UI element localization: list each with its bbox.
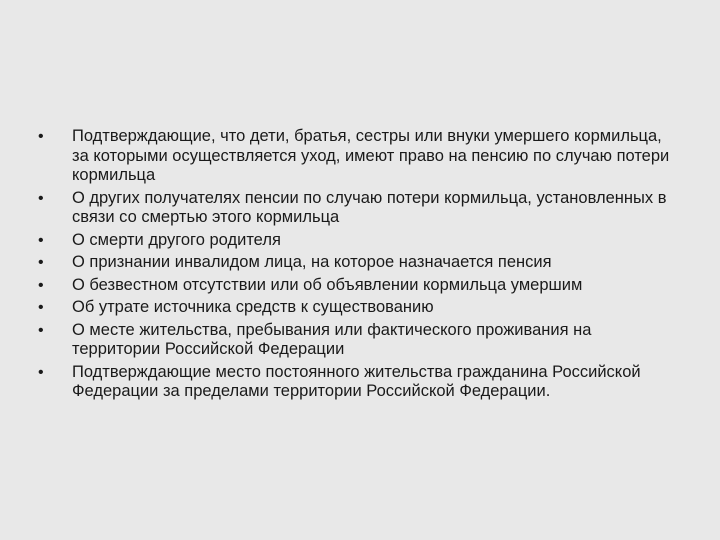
list-item	[38, 276, 678, 296]
list-item	[38, 363, 678, 402]
list-item-text: О безвестном отсутствии или об объявлении кормильца умершим	[72, 275, 583, 294]
list-item-text: Подтверждающие место постоянного жительства гражданина Российской Федерации за пределами территории Российской Федерации.	[72, 362, 641, 400]
bullet-icon: •	[38, 299, 44, 316]
bullet-icon: •	[38, 231, 44, 249]
bullet-icon: •	[38, 276, 44, 294]
bullet-list	[38, 127, 678, 405]
list-item-text: О смерти другого родителя	[72, 230, 281, 249]
bullet-icon: •	[38, 363, 44, 381]
bullet-icon: •	[38, 321, 44, 339]
list-item	[38, 298, 678, 318]
list-item-text: Подтверждающие, что дети, братья, сестры или внуки умершего кормильца, за которыми осуществляется уход, имеют право на пенсию по случаю потери кормильца	[72, 127, 670, 184]
list-item	[38, 321, 678, 360]
list-item-text: О месте жительства, пребывания или фактического проживания на территории Российской Федерации	[72, 320, 592, 358]
bullet-icon: •	[38, 128, 44, 145]
list-item-text: О признании инвалидом лица, на которое назначается пенсия	[72, 253, 552, 271]
list-item	[38, 231, 678, 251]
list-item-text: Об утрате источника средств к существованию	[72, 298, 434, 316]
list-item	[38, 127, 678, 186]
bullet-icon: •	[38, 254, 44, 271]
list-item-text: О других получателях пенсии по случаю потери кормильца, установленных в связи со смертью этого кормильца	[72, 188, 667, 226]
bullet-icon: •	[38, 189, 44, 207]
list-item	[38, 189, 678, 228]
list-item	[38, 253, 678, 273]
